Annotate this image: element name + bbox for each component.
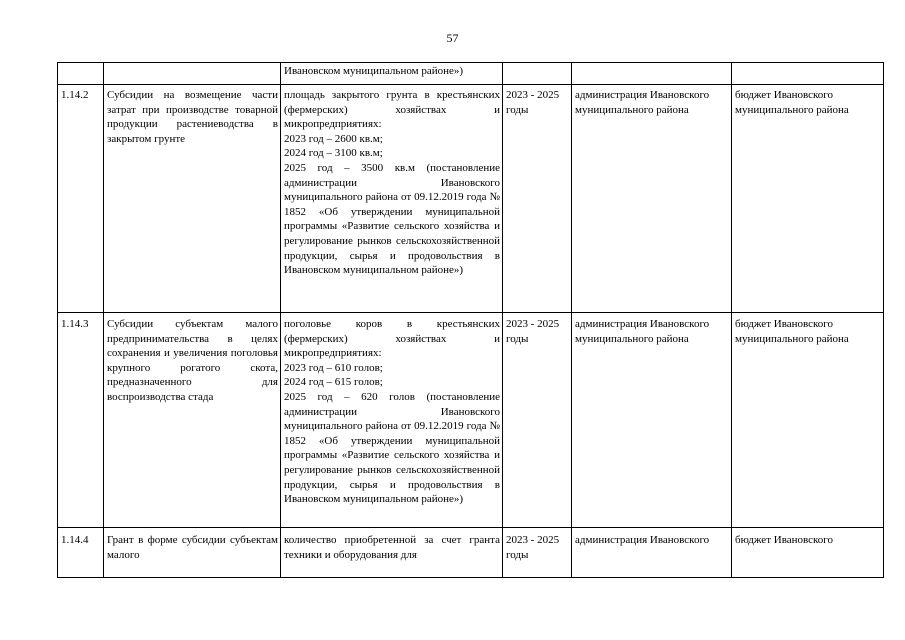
- indicator-description: поголовье коров в крестьянских (фермерских) хозяйствах и микропредприятиях:: [284, 318, 500, 360]
- indicator-basis: 2025 год – 3500 кв.м (постановление администрации Ивановского муниципального района от 09.12.2019 года № 1852 «Об утверждении муниципальной программы «Развитие сельского хозяйства и регулирование рынков сельскохозяйственной продукции, сырья и продовольствия в Ивановском муниципальном районе»): [284, 161, 500, 277]
- cell-indicator: количество приобретенной за счет гранта техники и оборудования для: [281, 528, 503, 578]
- table-row: [58, 63, 884, 85]
- cell-funding: [732, 63, 884, 85]
- indicator-value: 2024 год – 615 голов;: [284, 376, 383, 389]
- cell-name: Грант в форме субсидии субъектам малого: [104, 528, 281, 578]
- cell-term: 2023 - 2025 годы: [503, 313, 572, 528]
- table-row: [58, 85, 884, 313]
- cell-indicator: [281, 85, 503, 313]
- cell-funding: бюджет Ивановского муниципального района: [732, 313, 884, 528]
- cell-number: 1.14.4: [58, 528, 104, 578]
- cell-indicator: Ивановском муниципальном районе»): [281, 63, 503, 85]
- cell-funding: бюджет Ивановского муниципального района: [732, 85, 884, 313]
- cell-term: 2023 - 2025 годы: [503, 528, 572, 578]
- cell-number: 1.14.2: [58, 85, 104, 313]
- cell-term: [503, 63, 572, 85]
- page-number: 57: [446, 31, 459, 45]
- cell-number: 1.14.3: [58, 313, 104, 528]
- cell-executor: администрация Ивановского муниципального района: [572, 85, 732, 313]
- cell-executor: администрация Ивановского: [572, 528, 732, 578]
- table-row: [58, 313, 884, 528]
- cell-executor: [572, 63, 732, 85]
- indicator-basis: 2025 год – 620 голов (постановление администрации Ивановского муниципального района от 09.12.2019 года № 1852 «Об утверждении муниципальной программы «Развитие сельского хозяйства и регулирование рынков сельскохозяйственной продукции, сырья и продовольствия в Ивановском муниципальном районе»): [284, 390, 500, 506]
- table-row: [58, 528, 884, 578]
- indicator-description: площадь закрытого грунта в крестьянских (фермерских) хозяйствах и микропредприятиях:: [284, 89, 500, 131]
- cell-indicator: [281, 313, 503, 528]
- cell-name: Субсидии на возмещение части затрат при производстве товарной продукции растениеводства в закрытом грунте: [104, 85, 281, 313]
- cell-name: [104, 63, 281, 85]
- indicator-value: 2023 год – 2600 кв.м;: [284, 132, 383, 145]
- indicator-value: 2023 год – 610 голов;: [284, 361, 383, 374]
- cell-name: Субсидии субъектам малого предпринимательства в целях сохранения и увеличения поголовья крупного рогатого скота, предназначенного для воспроизводства стада: [104, 313, 281, 528]
- cell-number: [58, 63, 104, 85]
- cell-funding: бюджет Ивановского: [732, 528, 884, 578]
- indicator-value: 2024 год – 3100 кв.м;: [284, 147, 383, 160]
- cell-executor: администрация Ивановского муниципального района: [572, 313, 732, 528]
- cell-term: 2023 - 2025 годы: [503, 85, 572, 313]
- program-measures-table: [57, 62, 884, 578]
